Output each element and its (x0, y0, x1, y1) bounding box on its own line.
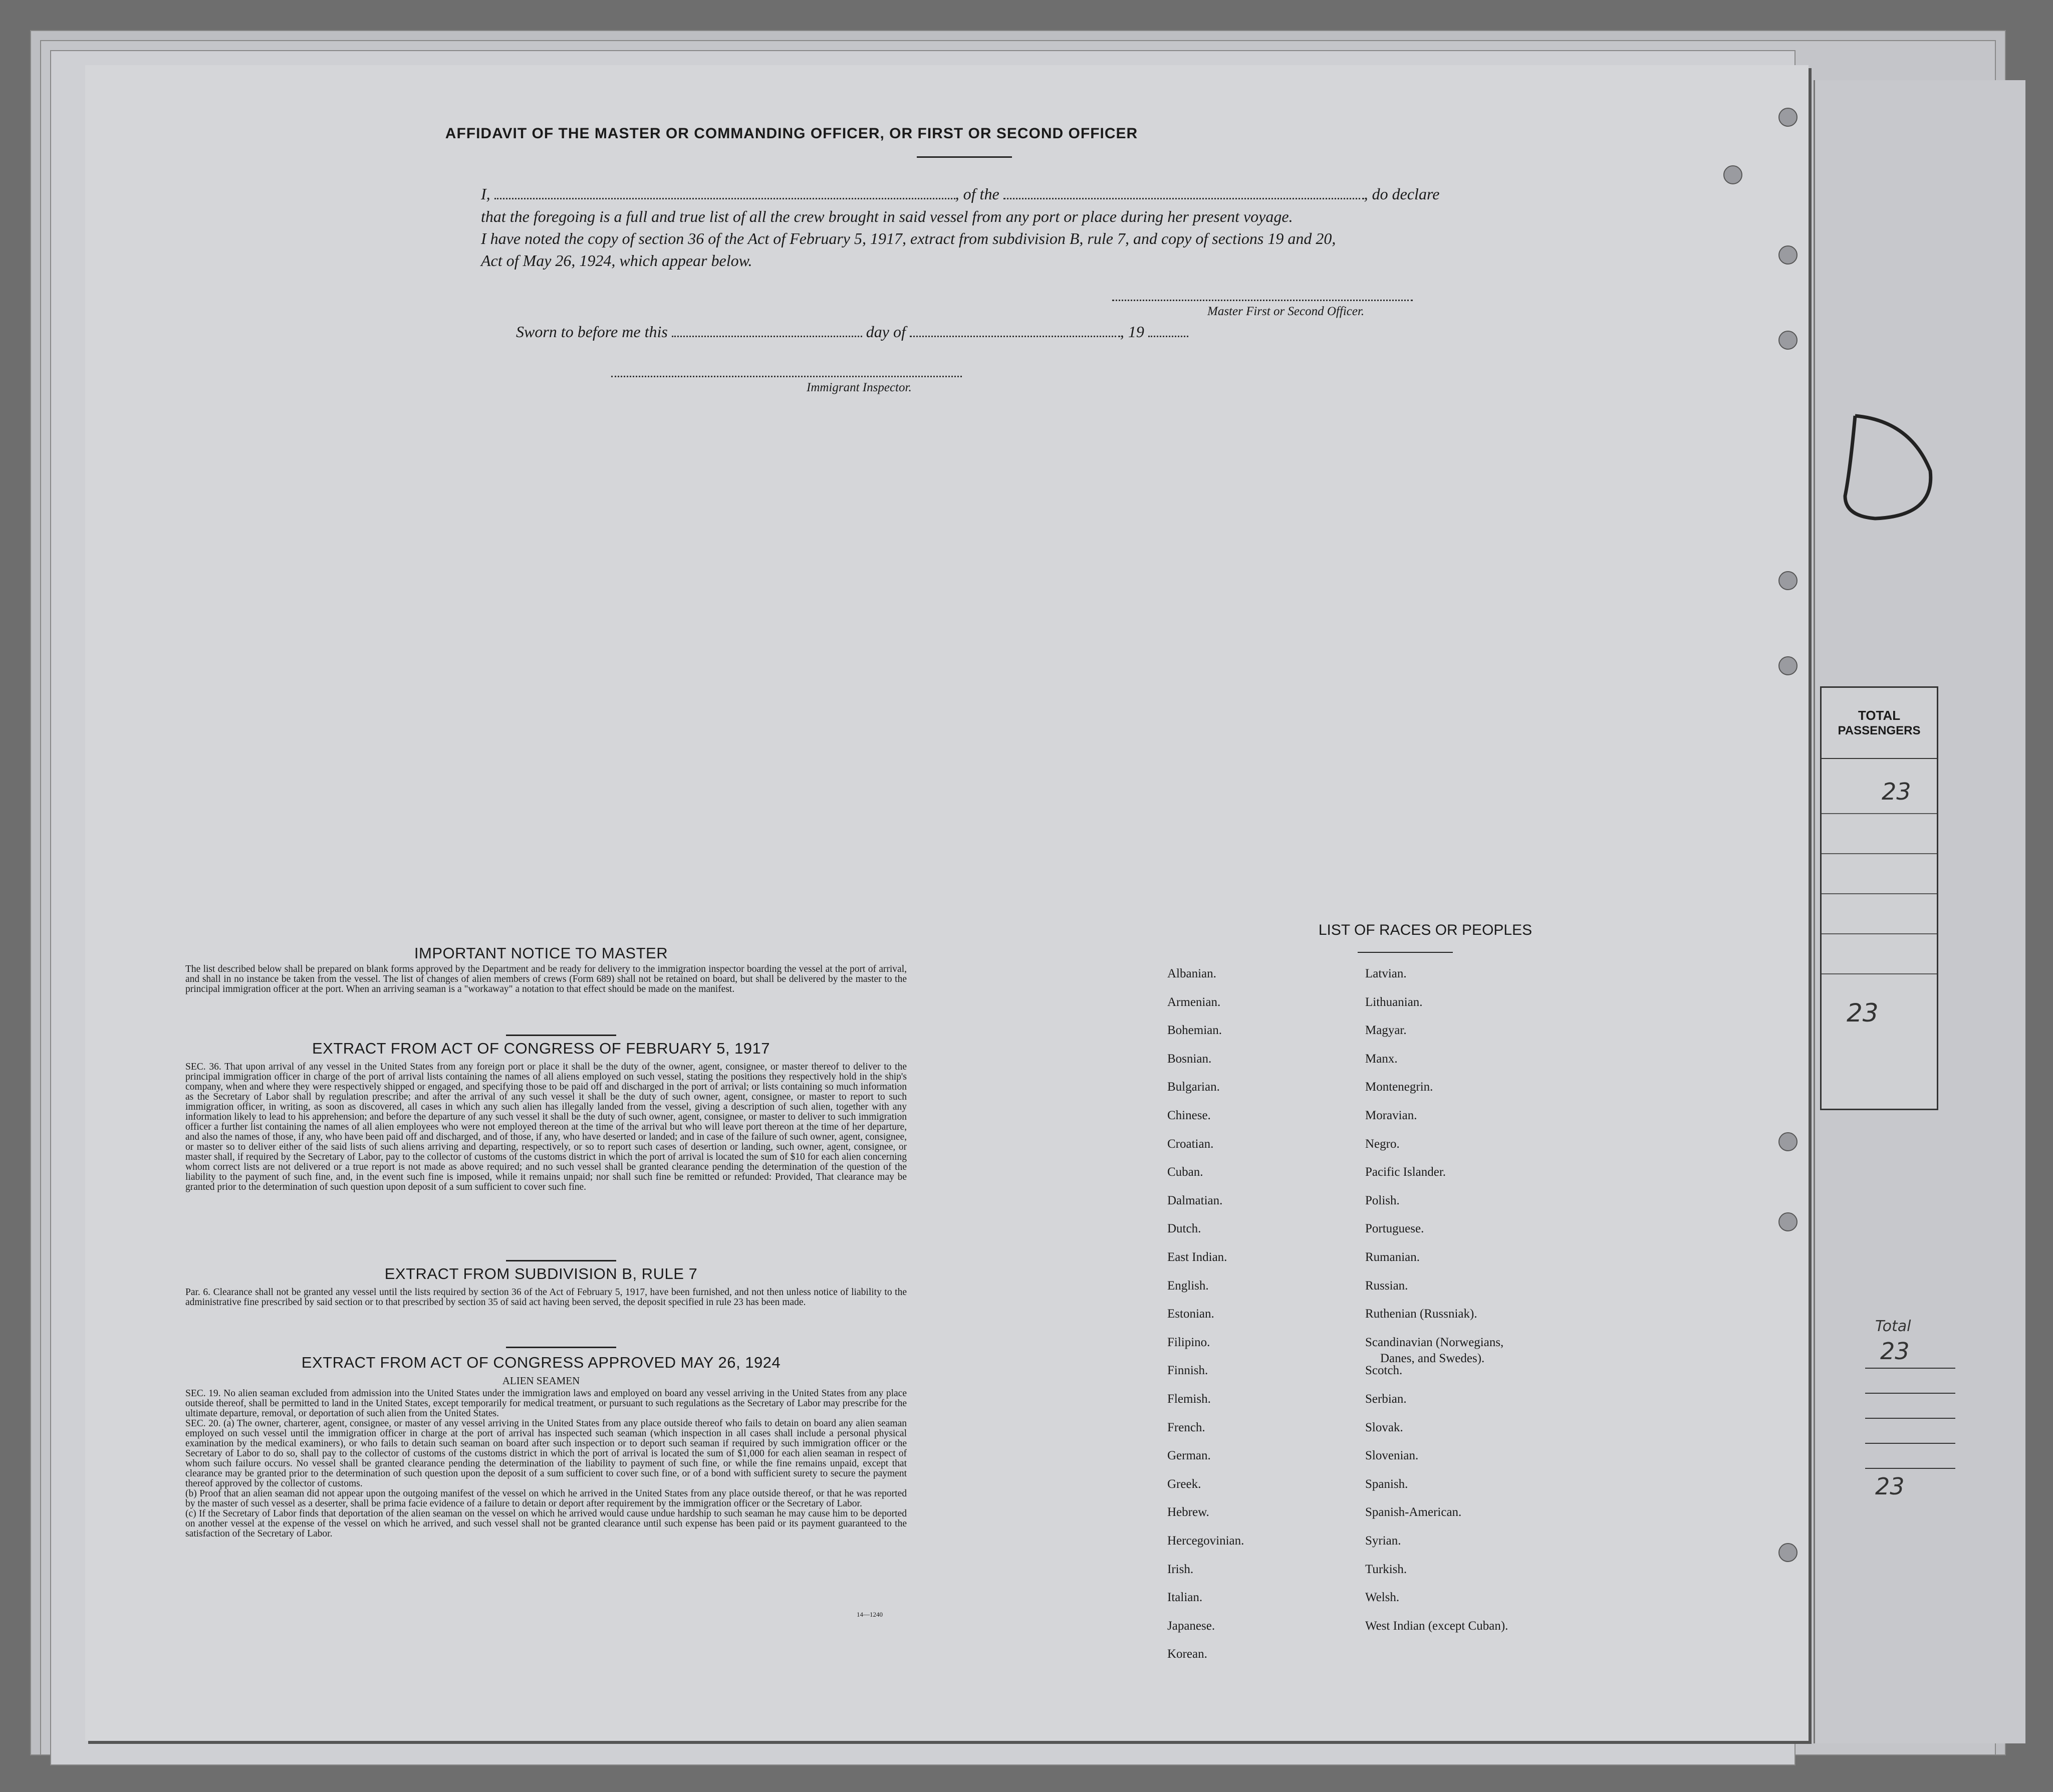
race-item: Portuguese. (1365, 1222, 1424, 1236)
punch-hole (1778, 245, 1798, 265)
sec20a-text: SEC. 20. (a) The owner, charterer, agent, consignee, or master of any vessel arriving in the United States from any place outside thereof who fails to detain on board any alien seaman employed on such vessel until the immigration officer in charge at the port of arrival has inspected such seaman (which inspection in all cases shall include a personal physical examination by the medical examiners), or who fails to detain such seaman on board after such inspection or to deport such seaman if required by such immigration officer or the Secretary of Labor to do so, shall pay to the collector of customs of the customs district in which the port of arrival is located the sum of $1,000 for each alien seaman in respect of whom such failure occurs. No vessel shall be granted clearance pending the determination of the liability to payment of such fine, or while the fine remains unpaid, except that clearance may be granted prior to the determination of such question upon the deposit of a sum sufficient to cover such fine, or of a bond with sufficient surety to secure the payment thereof approved by the collector of customs. (185, 1418, 907, 1489)
total-passengers-box (1820, 686, 1938, 1110)
affidavit-title: AFFIDAVIT OF THE MASTER OR COMMANDING OFFICER, OR FIRST OR SECOND OFFICER (445, 125, 1138, 142)
affidavit-line-2: that the foregoing is a full and true list of all the crew brought in said vessel from any port or place during her present voyage. (481, 207, 1293, 225)
race-item: Greek. (1167, 1477, 1201, 1491)
race-item: Dalmatian. (1167, 1193, 1223, 1207)
race-item: Estonian. (1167, 1307, 1214, 1321)
race-item: Rumanian. (1365, 1250, 1420, 1264)
race-item: Finnish. (1167, 1364, 1208, 1378)
affidavit-line-1 (481, 183, 1543, 205)
race-item: Bosnian. (1167, 1052, 1212, 1066)
race-item: Lithuanian. (1365, 995, 1423, 1009)
race-item: Albanian. (1167, 967, 1216, 980)
race-item: Welsh. (1365, 1591, 1400, 1605)
sworn-day: day of (866, 323, 906, 341)
race-item: Italian. (1167, 1591, 1203, 1605)
race-item: English. (1167, 1278, 1209, 1293)
rule7-title: EXTRACT FROM SUBDIVISION B, RULE 7 (384, 1265, 698, 1283)
punch-hole (1778, 108, 1798, 127)
total-header-2: PASSENGERS (1838, 724, 1921, 737)
inspector-label: Immigrant Inspector. (807, 381, 912, 394)
race-item: Bohemian. (1167, 1023, 1222, 1038)
lower-total-top: 23 (1880, 1338, 1910, 1365)
sworn-line (516, 321, 1188, 343)
race-item: Spanish. (1365, 1477, 1408, 1491)
race-item: Moravian. (1365, 1109, 1417, 1122)
punch-hole (1778, 331, 1798, 350)
sec20b-text: (b) Proof that an alien seaman did not appear upon the outgoing manifest of the vessel on which he arrived in the United States from any place outside thereof, or that he was reported by the master of such vessel as a deserter, shall be prima facie evidence of a failure to detain or deport after requirement by the immigration officer or the Secretary of Labor. (185, 1488, 907, 1509)
punch-hole (1778, 656, 1798, 675)
race-item: Scotch. (1365, 1364, 1403, 1378)
lower-total-label: Total (1875, 1318, 1911, 1335)
sworn-year: , 19 (1120, 323, 1144, 341)
race-item: Bulgarian. (1167, 1080, 1220, 1094)
inspector-line (611, 376, 962, 377)
race-item: Ruthenian (Russniak). (1365, 1307, 1477, 1321)
race-item: Hercegovinian. (1167, 1534, 1244, 1548)
race-item: West Indian (except Cuban). (1365, 1619, 1508, 1633)
race-item: Cuban. (1167, 1165, 1203, 1179)
sworn-start: Sworn to before me this (516, 323, 668, 341)
punch-hole (1778, 1132, 1798, 1151)
race-item: Scandinavian (Norwegians, (1365, 1335, 1504, 1349)
extract-1924-title: EXTRACT FROM ACT OF CONGRESS APPROVED MAY 26, 1924 (301, 1354, 781, 1371)
manifest-page (85, 65, 1809, 1741)
race-item: Polish. (1365, 1193, 1400, 1207)
race-item: Spanish-American. (1365, 1505, 1462, 1519)
race-item: Magyar. (1365, 1023, 1407, 1038)
affidavit-line-4: Act of May 26, 1924, which appear below. (481, 251, 752, 270)
punch-hole (1723, 165, 1742, 184)
affidavit-of-the: , of the (955, 185, 999, 203)
total-header-1: TOTAL (1858, 708, 1901, 723)
affidavit-do-declare: , do declare (1364, 185, 1440, 203)
extract-1917-text: SEC. 36. That upon arrival of any vessel in the United States from any foreign port or place it shall be the duty of the owner, agent, consignee, or master thereof to deliver to the principal immigration officer in charge of the port of arrival lists containing the names of all aliens employed on such vessel, stating the positions they respectively hold in the ship's company, when and where they were respectively shipped or engaged, and specifying those to be paid off and discharged in the port of arrival; or lists containing so much information as the Secretary of Labor shall by regulation prescribe; and after the arrival of any such vessel it shall be the duty of such owner, agent, consignee, or master to report to such immigration officer, in writing, as soon as discovered, all cases in which any such alien has illegally landed from the vessel, giving a description of such alien, together with any information likely to lead to his apprehension; and before the departure of any such vessel it shall be the duty of such owner, agent, consignee, or master to deliver to such immigration officer a further list containing the names of all alien employees who were not employed thereon at the time of the arrival but who will leave port thereon at the time of her departure, and also the names of those, if any, who have been paid off and discharged, and of those, if any, who have deserted or landed; and in case of the failure of such owner, agent, consignee, or master so to deliver either of the said lists of such aliens arriving and departing, respectively, or so to report such cases of desertion or landing, such owner, agent, consignee, or master shall, if required by the Secretary of Labor, pay to the collector of customs of the customs district in which the port of arrival is located the sum of $10 for each alien concerning whom correct lists are not delivered or a true report is not made as above required; and no such vessel shall be granted clearance pending the determination of the question of the liability to the payment of such fine, and, in the event such fine is imposed, while it remains unpaid; nor shall such fine be remitted or refunded: Provided, That clearance may be granted prior to the determination of such question upon deposit of a sum sufficient to cover such fine. (185, 1062, 907, 1192)
sec19-text: SEC. 19. No alien seaman excluded from admission into the United States under the immigration laws and employed on board any vessel arriving in the United States from any place outside thereof, shall be permitted to land in the United States, except temporarily for medical treatment, or pursuant to such regulations as the Secretary of Labor may prescribe for the ultimate departure, removal, or deportation of such alien from the United States. (185, 1388, 907, 1419)
race-item: Dutch. (1167, 1222, 1201, 1236)
affidavit-i: I, (481, 185, 490, 203)
notice-title: IMPORTANT NOTICE TO MASTER (414, 944, 668, 962)
race-item: German. (1167, 1449, 1211, 1463)
race-item: Manx. (1365, 1052, 1398, 1066)
race-item: Korean. (1167, 1647, 1207, 1661)
back-sheet-edge (1814, 80, 2025, 1743)
race-item: Negro. (1365, 1137, 1400, 1151)
handwritten-d-mark (1835, 411, 1945, 526)
race-item: Montenegrin. (1365, 1080, 1433, 1094)
race-item: Chinese. (1167, 1109, 1211, 1122)
race-item: Irish. (1167, 1562, 1194, 1576)
punch-hole (1778, 1212, 1798, 1231)
race-item: Japanese. (1167, 1619, 1215, 1633)
race-item: Latvian. (1365, 967, 1407, 980)
notice-text: The list described below shall be prepared on blank forms approved by the Department and be ready for delivery to the immigration inspector boarding the vessel at the port of arrival, and shall in no instance be taken from the vessel. The list of changes of alien members of crews (Form 689) shall not be retained on board, but shall be delivered by the master to the principal immigration officer at the port. When an arriving seaman is a "workaway" a notation to that effect should be made on the manifest. (185, 964, 907, 994)
race-item: French. (1167, 1420, 1205, 1434)
sec20c-text: (c) If the Secretary of Labor finds that deportation of the alien seaman on the vessel on which he arrived would cause undue hardship to such seaman he may cause him to be deported on another vessel at the expense of the vessel on which he arrived, and such vessel shall not be granted clearance until such expense has been paid or its payment guaranteed to the satisfaction of the Secretary of Labor. (185, 1508, 907, 1539)
race-item: Slovak. (1365, 1420, 1403, 1434)
race-item: Hebrew. (1167, 1505, 1209, 1519)
signature-line (1112, 300, 1413, 301)
race-item: Filipino. (1167, 1335, 1210, 1349)
total-value-bottom: 23 (1847, 998, 1879, 1028)
rule7-text: Par. 6. Clearance shall not be granted any vessel until the lists required by section 36 of the Act of February 5, 1917, have been furnished, and not then unless notice of liability to the administrative fine prescribed by said section or to that prescribed by section 35 of said act having been served, the deposit specified in rule 23 has been made. (185, 1287, 907, 1308)
race-item: Flemish. (1167, 1392, 1211, 1406)
punch-hole (1778, 571, 1798, 590)
race-item-continuation: Danes, and Swedes). (1380, 1351, 1485, 1365)
extract-1917-title: EXTRACT FROM ACT OF CONGRESS OF FEBRUARY 5, 1917 (312, 1040, 771, 1057)
punch-hole (1778, 1543, 1798, 1562)
races-title: LIST OF RACES OR PEOPLES (1318, 922, 1532, 938)
lower-total-bottom: 23 (1875, 1473, 1905, 1500)
affidavit-line-3: I have noted the copy of section 36 of the Act of February 5, 1917, extract from subdivision B, rule 7, and copy of sections 19 and 20, (481, 229, 1336, 247)
extract-1924-subtitle: ALIEN SEAMEN (502, 1375, 580, 1387)
total-value-top: 23 (1882, 778, 1911, 805)
race-item: Croatian. (1167, 1137, 1214, 1151)
race-item: Russian. (1365, 1278, 1408, 1293)
race-item: Turkish. (1365, 1562, 1407, 1576)
race-item: Pacific Islander. (1365, 1165, 1446, 1179)
signature-label: Master First or Second Officer. (1207, 305, 1365, 318)
form-number: 14—1240 (857, 1611, 883, 1618)
race-item: Armenian. (1167, 995, 1221, 1009)
race-item: Slovenian. (1365, 1449, 1419, 1463)
race-item: East Indian. (1167, 1250, 1227, 1264)
race-item: Serbian. (1365, 1392, 1407, 1406)
race-item: Syrian. (1365, 1534, 1401, 1548)
extract-1924-body (185, 1389, 907, 1539)
